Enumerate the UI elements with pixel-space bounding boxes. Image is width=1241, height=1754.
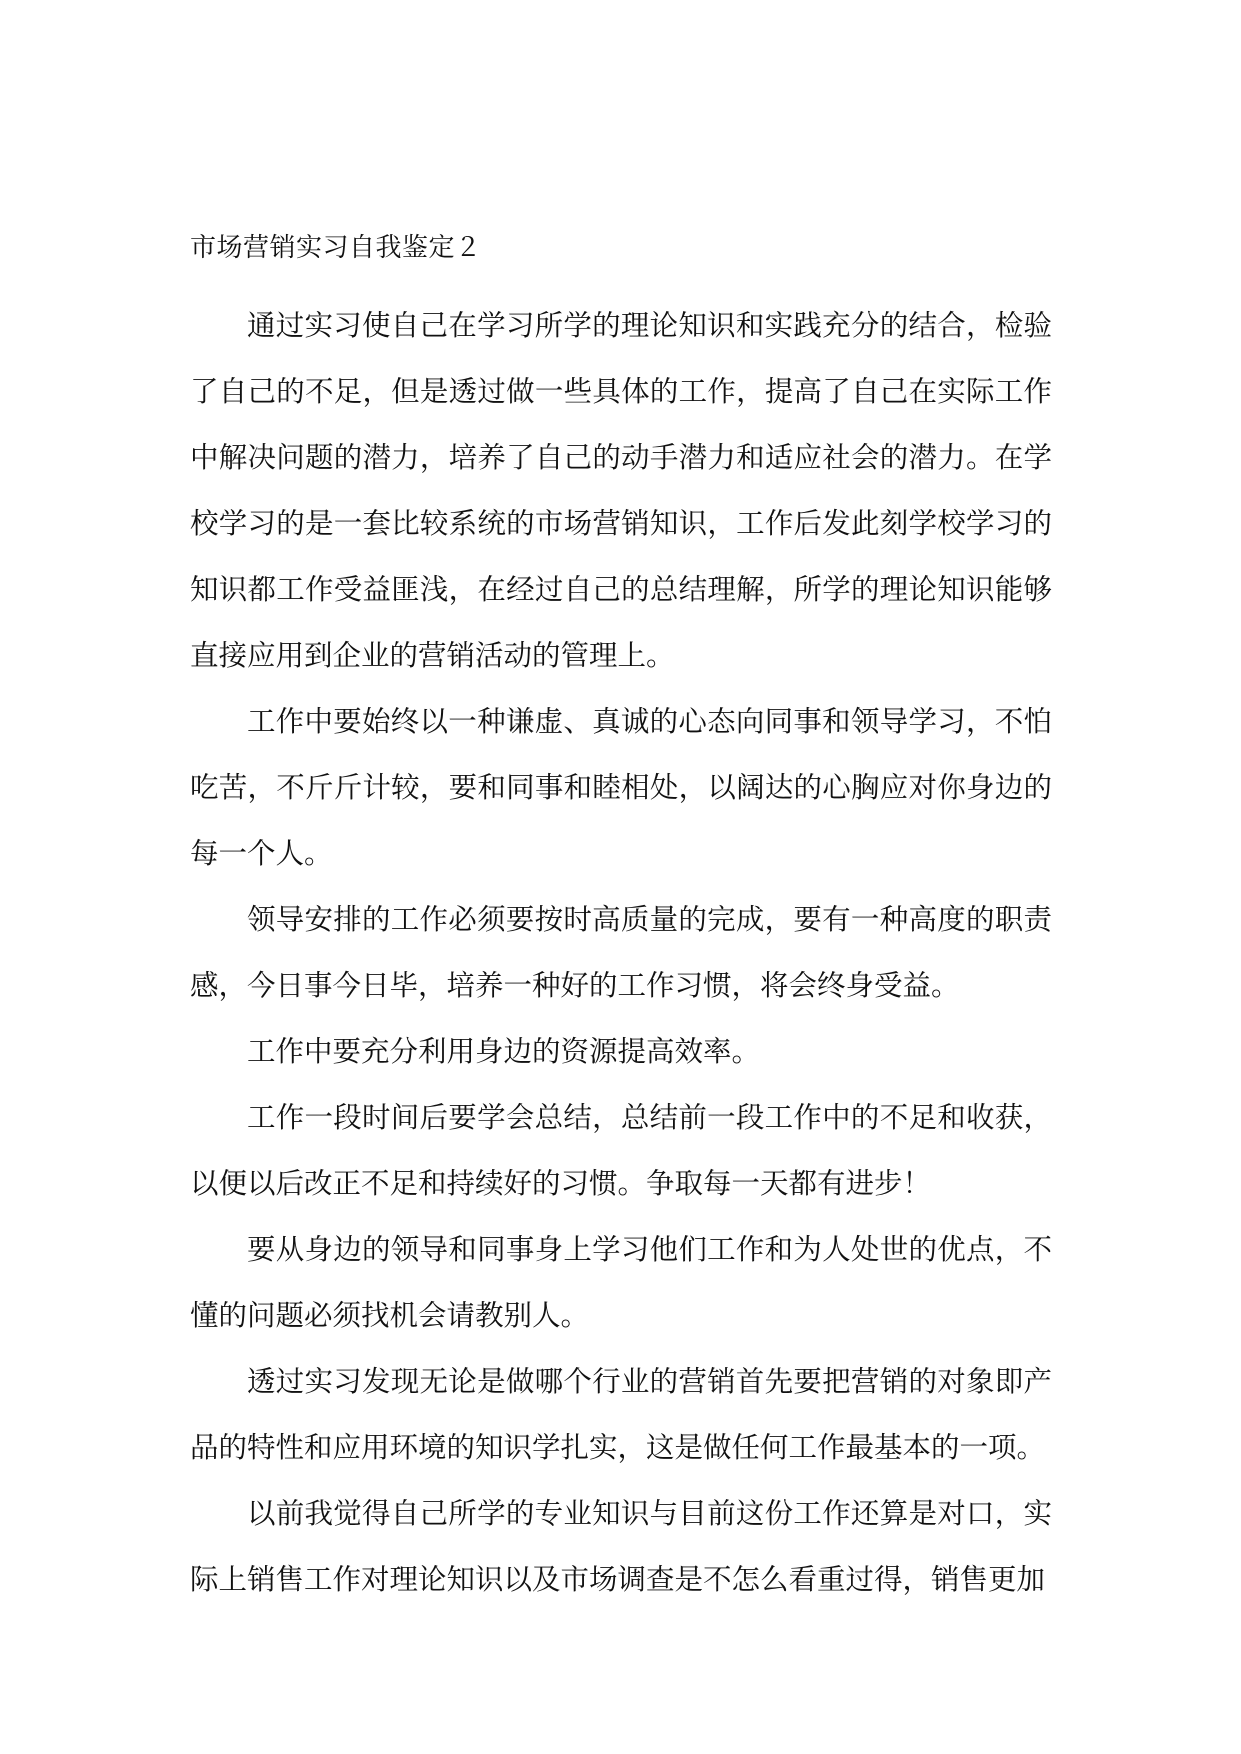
paragraph-6: 要从身边的领导和同事身上学习他们工作和为人处世的优点，不懂的问题必须找机会请教别人。 [190,1233,1052,1332]
paragraph-7: 透过实习发现无论是做哪个行业的营销首先要把营销的对象即产品的特性和应用环境的知识学扎实，这是做任何工作最基本的一项。 [190,1365,1052,1464]
paragraph-2: 工作中要始终以一种谦虚、真诚的心态向同事和领导学习，不怕吃苦，不斤斤计较，要和同事和睦相处，以阔达的心胸应对你身边的每一个人。 [190,705,1052,870]
paragraph-4: 工作中要充分利用身边的资源提高效率。 [247,1035,761,1068]
paragraph-1: 通过实习使自己在学习所学的理论知识和实践充分的结合，检验了自己的不足，但是透过做一些具体的工作，提高了自己在实际工作中解决问题的潜力，培养了自己的动手潜力和适应社会的潜力。在学校学习的是一套比较系统的市场营销知识，工作后发此刻学校学习的知识都工作受益匪浅，在经过自己的总结理解，所学的理论知识能够直接应用到企业的营销活动的管理上。 [190,309,1052,672]
document-title: 市场营销实习自我鉴定２ [190,233,482,263]
paragraph-5: 工作一段时间后要学会总结，总结前一段工作中的不足和收获，以便以后改正不足和持续好的习惯。争取每一天都有进步！ [190,1101,1052,1200]
paragraph-8: 以前我觉得自己所学的专业知识与目前这份工作还算是对口，实际上销售工作对理论知识以及市场调查是不怎么看重过得，销售更加 [190,1497,1052,1596]
paragraph-3: 领导安排的工作必须要按时高质量的完成，要有一种高度的职责感，今日事今日毕，培养一种好的工作习惯，将会终身受益。 [190,903,1052,1002]
document-body [190,228,1052,1613]
